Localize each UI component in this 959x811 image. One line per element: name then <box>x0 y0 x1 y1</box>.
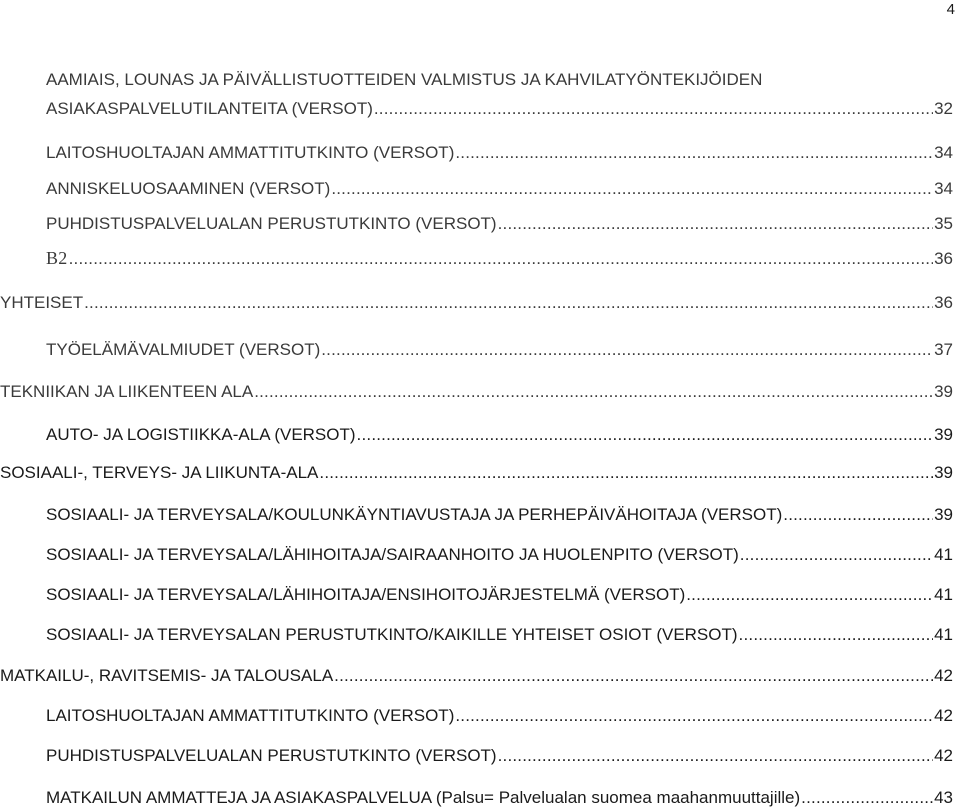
dot-leader <box>84 292 933 314</box>
dot-leader <box>374 98 933 120</box>
toc-entry-title: TEKNIIKAN JA LIIKENTEEN ALA <box>0 382 254 401</box>
toc-entry-title: ASIAKASPALVELUTILANTEITA (VERSOT) <box>46 99 373 118</box>
toc-entry-page: 35 <box>934 214 953 233</box>
toc-entry[interactable] <box>46 787 953 809</box>
toc-entry[interactable] <box>46 178 953 200</box>
dot-leader <box>334 665 933 687</box>
toc-entry[interactable] <box>46 705 953 727</box>
toc-entry-page: 39 <box>934 425 953 444</box>
toc-entry-page: 34 <box>934 143 953 162</box>
toc-entry-title: SOSIAALI-, TERVEYS- JA LIIKUNTA-ALA <box>0 463 319 482</box>
toc-entry[interactable] <box>46 142 953 164</box>
toc-entry-continued-title <box>46 69 762 91</box>
toc-entry-title: MATKAILUN AMMATTEJA JA ASIAKASPALVELUA (Palsu= Palvelualan suomea maahanmuuttajille) <box>46 788 801 807</box>
toc-entry-page: 42 <box>934 746 953 765</box>
dot-leader <box>801 787 933 809</box>
toc-entry-title: TYÖELÄMÄVALMIUDET (VERSOT) <box>46 340 321 359</box>
toc-entry-title: PUHDISTUSPALVELUALAN PERUSTUTKINTO (VERSOT) <box>46 214 497 233</box>
toc-entry[interactable] <box>46 98 953 120</box>
dot-leader <box>69 248 933 270</box>
toc-entry-title: AUTO- JA LOGISTIIKKA-ALA (VERSOT) <box>46 425 356 444</box>
toc-entry-title: YHTEISET <box>0 293 84 312</box>
toc-entry[interactable] <box>46 504 953 526</box>
toc-entry-title: MATKAILU-, RAVITSEMIS- JA TALOUSALA <box>0 666 334 685</box>
toc-entry[interactable] <box>0 462 953 484</box>
toc-entry[interactable] <box>46 745 953 767</box>
toc-entry-page: 36 <box>934 293 953 312</box>
toc-entry[interactable] <box>0 665 953 687</box>
toc-entry-page: 42 <box>934 666 953 685</box>
toc-entry-page: 43 <box>934 788 953 807</box>
toc-entry-title: AAMIAIS, LOUNAS JA PÄIVÄLLISTUOTTEIDEN VALMISTUS JA KAHVILATYÖNTEKIJÖIDEN <box>46 70 763 89</box>
dot-leader <box>331 178 933 200</box>
toc-entry-title: SOSIAALI- JA TERVEYSALAN PERUSTUTKINTO/KAIKILLE YHTEISET OSIOT (VERSOT) <box>46 625 738 644</box>
toc-entry[interactable] <box>46 584 953 606</box>
page-number: 4 <box>946 1 955 18</box>
toc-entry-title: SOSIAALI- JA TERVEYSALA/LÄHIHOITAJA/ENSIHOITOJÄRJESTELMÄ (VERSOT) <box>46 585 686 604</box>
toc-entry-page: 41 <box>934 625 953 644</box>
toc-entry-page: 39 <box>934 382 953 401</box>
toc-entry-title: LAITOSHUOLTAJAN AMMATTITUTKINTO (VERSOT) <box>46 706 455 725</box>
toc-entry-page: 37 <box>934 340 953 359</box>
toc-entry[interactable] <box>0 292 953 314</box>
toc-entry-title: PUHDISTUSPALVELUALAN PERUSTUTKINTO (VERSOT) <box>46 746 497 765</box>
toc-entry-page: 39 <box>934 505 953 524</box>
toc-entry-page: 32 <box>934 99 953 118</box>
dot-leader <box>739 624 934 646</box>
dot-leader <box>498 213 933 235</box>
dot-leader <box>783 504 933 526</box>
toc-entry[interactable] <box>46 424 953 446</box>
dot-leader <box>455 142 933 164</box>
toc-entry-page: 34 <box>934 179 953 198</box>
dot-leader <box>686 584 933 606</box>
toc-entry-page: 36 <box>934 249 953 268</box>
toc-entry[interactable] <box>46 624 953 646</box>
dot-leader <box>319 462 933 484</box>
toc-entry[interactable] <box>46 339 953 361</box>
toc-entry-page: 39 <box>934 463 953 482</box>
toc-entry-title: SOSIAALI- JA TERVEYSALA/KOULUNKÄYNTIAVUSTAJA JA PERHEPÄIVÄHOITAJA (VERSOT) <box>46 505 783 524</box>
toc-entry[interactable] <box>46 544 953 566</box>
toc-entry-title: B2 <box>46 248 68 268</box>
dot-leader <box>357 424 934 446</box>
toc-entry-page: 41 <box>934 545 953 564</box>
toc-entry-title: SOSIAALI- JA TERVEYSALA/LÄHIHOITAJA/SAIRAANHOITO JA HUOLENPITO (VERSOT) <box>46 545 739 564</box>
toc-entry[interactable] <box>46 213 953 235</box>
toc-entry[interactable] <box>0 381 953 403</box>
toc-entry-page: 41 <box>934 585 953 604</box>
dot-leader <box>321 339 933 361</box>
dot-leader <box>498 745 933 767</box>
dot-leader <box>740 544 933 566</box>
dot-leader <box>254 381 933 403</box>
toc-entry[interactable] <box>46 247 953 270</box>
toc-entry-title: LAITOSHUOLTAJAN AMMATTITUTKINTO (VERSOT) <box>46 143 455 162</box>
dot-leader <box>455 705 933 727</box>
toc-entry-page: 42 <box>934 706 953 725</box>
toc-entry-title: ANNISKELUOSAAMINEN (VERSOT) <box>46 179 331 198</box>
